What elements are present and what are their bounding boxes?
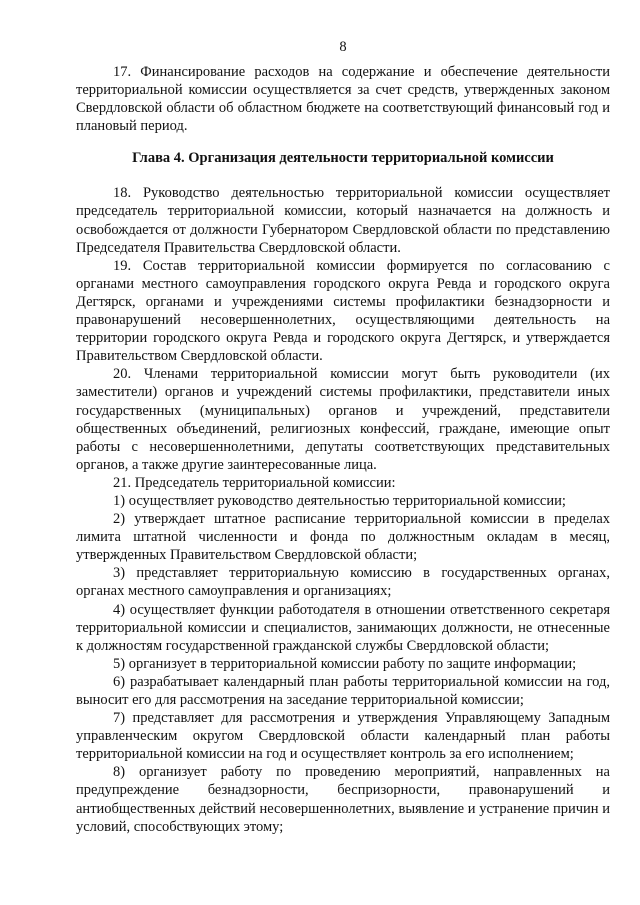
paragraph-18: 18. Руководство деятельностью территориальной комиссии осуществляет председатель территориальной комиссии, который назначается на должность и освобождается от должности Губернатором Свердловской области по представлению Председателя Правительства Свердловской области. [76, 185, 610, 256]
list-item-8: 8) организует работу по проведению мероприятий, направленных на предупреждение безнадзорности, беспризорности, правонарушений и антиобщественных действий несовершеннолетних, выявление и устранение причин и условий, способствующих этому; [76, 764, 610, 835]
chapter-heading: Глава 4. Организация деятельности территориальной комиссии [132, 150, 554, 167]
paragraph-17: 17. Финансирование расходов на содержание и обеспечение деятельности территориальной комиссии осуществляется за счет средств, утвержденных законом Свердловской области об областном бюджете на соответствующий финансовый год и плановый период. [76, 64, 610, 135]
list-item-4: 4) осуществляет функции работодателя в отношении ответственного секретаря территориальной комиссии и специалистов, занимающих должности, не отнесенные к должностям государственной гражданской службы Свердловской области; [76, 601, 610, 654]
list-item-2: 2) утверждает штатное расписание территориальной комиссии в пределах лимита штатной численности и фонда по должностным окладам в месяц, утвержденных Правительством Свердловской области; [76, 511, 610, 564]
page-number: 8 [339, 39, 347, 55]
list-item-6: 6) разрабатывает календарный план работы территориальной комиссии на год, выносит его для рассмотрения на заседание территориальной комиссии; [76, 673, 610, 708]
list-item-3: 3) представляет территориальную комиссию в государственных органах, органах местного самоуправления и организациях; [76, 565, 610, 600]
document-page [76, 0, 610, 905]
paragraph-20: 20. Членами территориальной комиссии могут быть руководители (их заместители) органов и учреждений системы профилактики, представители иных государственных (муниципальных) органов и учреждений, представители общественных объединений, религиозных конфессий, граждане, имеющие опыт работы с несовершеннолетними, депутаты соответствующих представительных органов, а также другие заинтересованные лица. [76, 366, 610, 473]
document-body [76, 63, 610, 836]
paragraph-21: 21. Председатель территориальной комиссии: [113, 474, 396, 491]
list-item-5: 5) организует в территориальной комиссии работу по защите информации; [113, 655, 577, 672]
list-item-7: 7) представляет для рассмотрения и утверждения Управляющему Западным управленческим округом Свердловской области календарный план работы территориальной комиссии на год и осуществляет контроль за его исполнением; [76, 710, 610, 763]
paragraph-19: 19. Состав территориальной комиссии формируется по согласованию с органами местного самоуправления городского округа Ревда и городского округа Дегтярск, органами и учреждениями системы профилактики безнадзорности и правонарушений несовершеннолетних, осуществляющими деятельность на территории городского округа Ревда и городского округа Дегтярск, и утверждается Правительством Свердловской области. [76, 257, 610, 365]
list-item-1: 1) осуществляет руководство деятельностью территориальной комиссии; [113, 492, 566, 509]
